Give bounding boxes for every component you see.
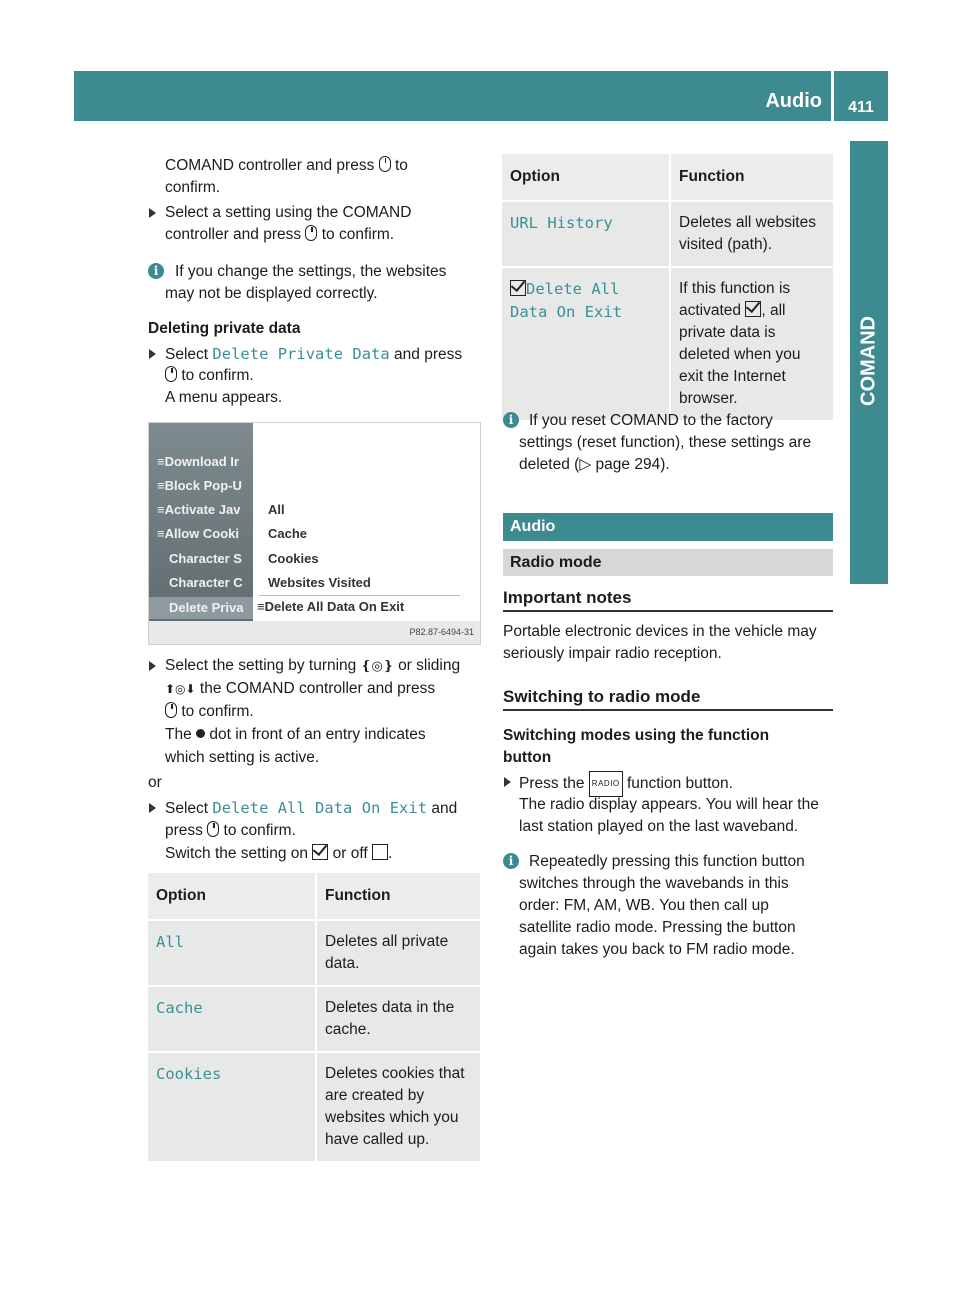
bullet-arrow-icon xyxy=(149,661,156,671)
checkbox-checked-icon xyxy=(510,280,526,296)
bullet-arrow-icon xyxy=(149,803,156,813)
bullet-arrow-icon xyxy=(504,777,511,787)
info-icon: i xyxy=(148,263,164,279)
text-line: to confirm. xyxy=(165,701,254,723)
option-name: Data On Exit xyxy=(510,303,622,321)
info-text: again takes you back to FM radio mode. xyxy=(519,941,795,958)
screenshot-option: Websites Visited xyxy=(268,575,371,590)
screenshot-option: Cookies xyxy=(268,551,319,566)
press-icon xyxy=(305,225,317,241)
option-name: URL History xyxy=(510,214,613,232)
info-text: If you reset COMAND to the factory xyxy=(529,412,773,429)
text-line: controller and press to confirm. xyxy=(165,226,395,243)
option-name: All xyxy=(156,933,184,951)
turn-controller-icon: ❴◎❵ xyxy=(360,658,394,673)
screenshot-item: ≡Allow Cooki xyxy=(157,526,239,541)
text-line: confirm. xyxy=(165,179,221,196)
text-line: ⬆◎⬇ the COMAND controller and press xyxy=(165,680,436,697)
menu-screenshot xyxy=(148,422,481,645)
text-line: Portable electronic devices in the vehicle may xyxy=(503,623,817,640)
option-function: Deletes data in the cache. xyxy=(316,986,480,1052)
info-text: settings (reset function), these settings are xyxy=(519,434,812,451)
dot-icon xyxy=(196,729,205,738)
press-icon xyxy=(165,702,177,718)
screenshot-left-menu xyxy=(149,423,253,621)
info-text: Repeatedly pressing this function button xyxy=(529,853,805,870)
text-line: COMAND controller and press to xyxy=(165,157,408,174)
text-line: The radio display appears. You will hear the xyxy=(519,796,819,813)
press-icon xyxy=(207,821,219,837)
screenshot-option: ≡Delete All Data On Exit xyxy=(257,599,405,614)
text-line: Select Delete Private Data and press xyxy=(165,345,463,363)
column-header: Function xyxy=(670,154,833,201)
subheading: Deleting private data xyxy=(148,320,301,337)
text-line: Select Delete All Data On Exit and xyxy=(165,799,458,817)
option-name: Delete All xyxy=(526,280,620,298)
info-text: deleted (▷ page 294). xyxy=(519,456,670,473)
text-line: which setting is active. xyxy=(165,749,320,766)
section-title: Audio xyxy=(765,90,822,112)
option-name: Cookies xyxy=(156,1065,222,1083)
text-line: Select the setting by turning ❴◎❵ or sliding xyxy=(165,657,461,674)
menu-item-ref: Delete All Data On Exit xyxy=(212,799,428,817)
text-line: press to confirm. xyxy=(165,822,296,839)
checkbox-checked-icon xyxy=(745,301,761,317)
page-number: 411 xyxy=(848,99,874,116)
text-line: A menu appears. xyxy=(165,389,283,406)
screenshot-item: ≡Block Pop-U xyxy=(157,478,242,493)
heading-important-notes: Important notes xyxy=(503,588,833,612)
press-icon xyxy=(165,366,177,382)
info-text: order: FM, AM, WB. You then call up xyxy=(519,897,769,914)
text-line: seriously impair radio reception. xyxy=(503,645,722,662)
screenshot-divider xyxy=(259,595,460,596)
screenshot-item: ≡Activate Jav xyxy=(157,502,241,517)
side-tab-label: COMAND xyxy=(857,316,880,406)
bullet-arrow-icon xyxy=(149,349,156,359)
options-table xyxy=(502,154,833,420)
screenshot-option: All xyxy=(268,502,285,517)
subheading: Switching modes using the function xyxy=(503,727,770,744)
option-function: Deletes all websites visited (path). xyxy=(670,201,833,267)
screenshot-item: Character C xyxy=(169,575,243,590)
screenshot-item-selected: Delete Priva xyxy=(149,597,253,619)
text-line: Select a setting using the COMAND xyxy=(165,204,412,221)
heading-switching: Switching to radio mode xyxy=(503,687,833,711)
subheading: button xyxy=(503,749,552,766)
column-header: Option xyxy=(502,154,670,201)
column-header: Option xyxy=(148,873,316,920)
slide-controller-icon: ⬆◎⬇ xyxy=(165,682,196,696)
text-line: or xyxy=(148,774,162,791)
option-function: Deletes all private data. xyxy=(316,920,480,986)
menu-item-ref: Delete Private Data xyxy=(212,345,390,363)
screenshot-item: ≡Download Ir xyxy=(157,454,239,469)
press-icon xyxy=(379,156,391,172)
text-line: Press the RADIO function button. xyxy=(519,771,733,797)
checkbox-checked-icon xyxy=(312,844,328,860)
info-text: switches through the wavebands in this xyxy=(519,875,789,892)
bullet-arrow-icon xyxy=(149,208,156,218)
info-icon: i xyxy=(503,412,519,428)
text-line: The dot in front of an entry indicates xyxy=(165,726,426,743)
column-header: Function xyxy=(316,873,480,920)
screenshot-code: P82.87-6494-31 xyxy=(409,627,474,637)
option-name: Cache xyxy=(156,999,203,1017)
text-line: Switch the setting on or off . xyxy=(165,845,393,862)
section-bar-audio: Audio xyxy=(503,513,833,541)
text-line: last station played on the last waveband. xyxy=(519,818,799,835)
screenshot-item: Character S xyxy=(169,551,242,566)
info-text: may not be displayed correctly. xyxy=(165,285,378,302)
checkbox-empty-icon xyxy=(372,844,388,860)
option-function: Deletes cookies that are created by websites which you have called up. xyxy=(316,1052,480,1161)
section-bar-radio-mode: Radio mode xyxy=(503,549,833,576)
info-icon: i xyxy=(503,853,519,869)
text-line: to confirm. xyxy=(165,365,254,387)
option-function: If this function is activated , all private data is deleted when you exit the Internet browser. xyxy=(670,267,833,420)
info-text: satellite radio mode. Pressing the button xyxy=(519,919,796,936)
screenshot-option: Cache xyxy=(268,526,308,541)
info-text: If you change the settings, the websites xyxy=(175,263,447,280)
radio-button-icon: RADIO xyxy=(589,771,623,797)
options-table xyxy=(148,873,480,1161)
